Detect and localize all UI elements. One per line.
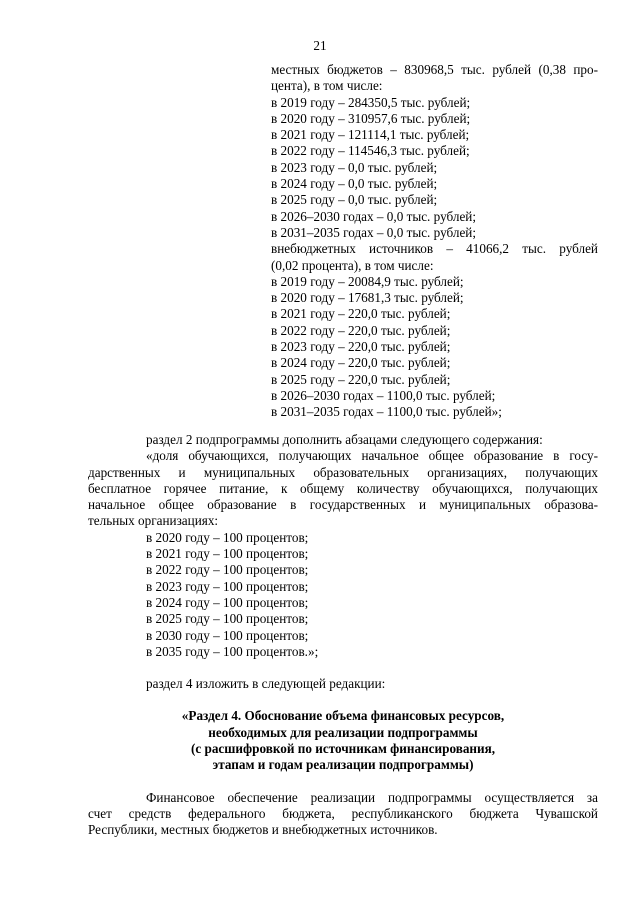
list-item: в 2025 году – 100 процентов; bbox=[146, 611, 309, 627]
indicator-year-list bbox=[88, 530, 598, 660]
funding-line: в 2023 году – 220,0 тыс. рублей; bbox=[271, 339, 451, 355]
funding-line: в 2024 году – 0,0 тыс. рублей; bbox=[271, 176, 438, 192]
indicator-line: начальное общее образование в государственных и муниципальных образова- bbox=[88, 497, 598, 513]
closing-line: счет средств федерального бюджета, республиканского бюджета Чувашской bbox=[88, 805, 598, 821]
heading-line: (с расшифровкой по источникам финансирования, bbox=[190, 741, 496, 757]
heading-line: этапам и годам реализации подпрограммы) bbox=[212, 757, 474, 773]
list-item: в 2022 году – 100 процентов; bbox=[146, 562, 309, 578]
closing-paragraph bbox=[88, 790, 598, 839]
section2-intro: раздел 2 подпрограммы дополнить абзацами следующего содержания: bbox=[146, 432, 543, 447]
section4-intro: раздел 4 изложить в следующей редакции: bbox=[146, 676, 386, 692]
funding-breakdown bbox=[271, 62, 598, 421]
list-item: в 2024 году – 100 процентов; bbox=[146, 594, 309, 610]
closing-line: Республики, местных бюджетов и внебюджетных источников. bbox=[88, 822, 438, 838]
heading-line: «Раздел 4. Обоснование объема финансовых ресурсов, bbox=[181, 708, 505, 724]
funding-line: в 2020 году – 17681,3 тыс. рублей; bbox=[271, 290, 464, 306]
indicator-line: тельных организациях: bbox=[88, 513, 219, 529]
funding-line: в 2022 году – 114546,3 тыс. рублей; bbox=[271, 143, 470, 159]
indicator-line: дарственных и муниципальных образовательных организациях, получающих bbox=[88, 464, 598, 480]
funding-line: в 2021 году – 121114,1 тыс. рублей; bbox=[271, 127, 470, 143]
page-number: 21 bbox=[313, 38, 327, 53]
funding-line: в 2019 году – 20084,9 тыс. рублей; bbox=[271, 273, 464, 289]
funding-line: в 2026–2030 годах – 0,0 тыс. рублей; bbox=[271, 208, 477, 224]
document-body bbox=[88, 432, 598, 839]
list-item: в 2020 году – 100 процентов; bbox=[146, 529, 309, 545]
closing-line: Финансовое обеспечение реализации подпрограммы осуществляется за bbox=[146, 789, 598, 805]
list-item: в 2021 году – 100 процентов; bbox=[146, 546, 309, 562]
funding-line: местных бюджетов – 830968,5 тыс. рублей (0,38 про- bbox=[271, 62, 598, 77]
funding-line: (0,02 процента), в том числе: bbox=[271, 257, 434, 273]
list-item: в 2035 году – 100 процентов.»; bbox=[146, 643, 319, 659]
funding-line: внебюджетных источников – 41066,2 тыс. рублей bbox=[271, 241, 598, 257]
list-item: в 2030 году – 100 процентов; bbox=[146, 627, 309, 643]
funding-line: в 2026–2030 годах – 1100,0 тыс. рублей; bbox=[271, 387, 496, 403]
heading-line: необходимых для реализации подпрограммы bbox=[208, 724, 478, 740]
funding-line: в 2019 году – 284350,5 тыс. рублей; bbox=[271, 94, 471, 110]
indicator-line: бесплатное горячее питание, к общему количеству обучающихся, получающих bbox=[88, 480, 598, 496]
funding-line: в 2031–2035 годах – 0,0 тыс. рублей; bbox=[271, 224, 477, 240]
funding-line: цента), в том числе: bbox=[271, 78, 383, 94]
funding-line: в 2021 году – 220,0 тыс. рублей; bbox=[271, 306, 451, 322]
funding-line: в 2031–2035 годах – 1100,0 тыс. рублей»; bbox=[271, 404, 502, 420]
funding-line: в 2025 году – 0,0 тыс. рублей; bbox=[271, 192, 438, 208]
funding-line: в 2025 году – 220,0 тыс. рублей; bbox=[271, 371, 451, 387]
indicator-line: «доля обучающихся, получающих начальное общее образование в госу- bbox=[146, 448, 598, 464]
funding-line: в 2020 году – 310957,6 тыс. рублей; bbox=[271, 110, 471, 126]
list-item: в 2023 году – 100 процентов; bbox=[146, 578, 309, 594]
funding-line: в 2023 году – 0,0 тыс. рублей; bbox=[271, 159, 438, 175]
funding-line: в 2022 году – 220,0 тыс. рублей; bbox=[271, 322, 451, 338]
section4-heading bbox=[88, 708, 598, 773]
indicator-paragraph bbox=[88, 448, 598, 529]
funding-line: в 2024 году – 220,0 тыс. рублей; bbox=[271, 355, 451, 371]
